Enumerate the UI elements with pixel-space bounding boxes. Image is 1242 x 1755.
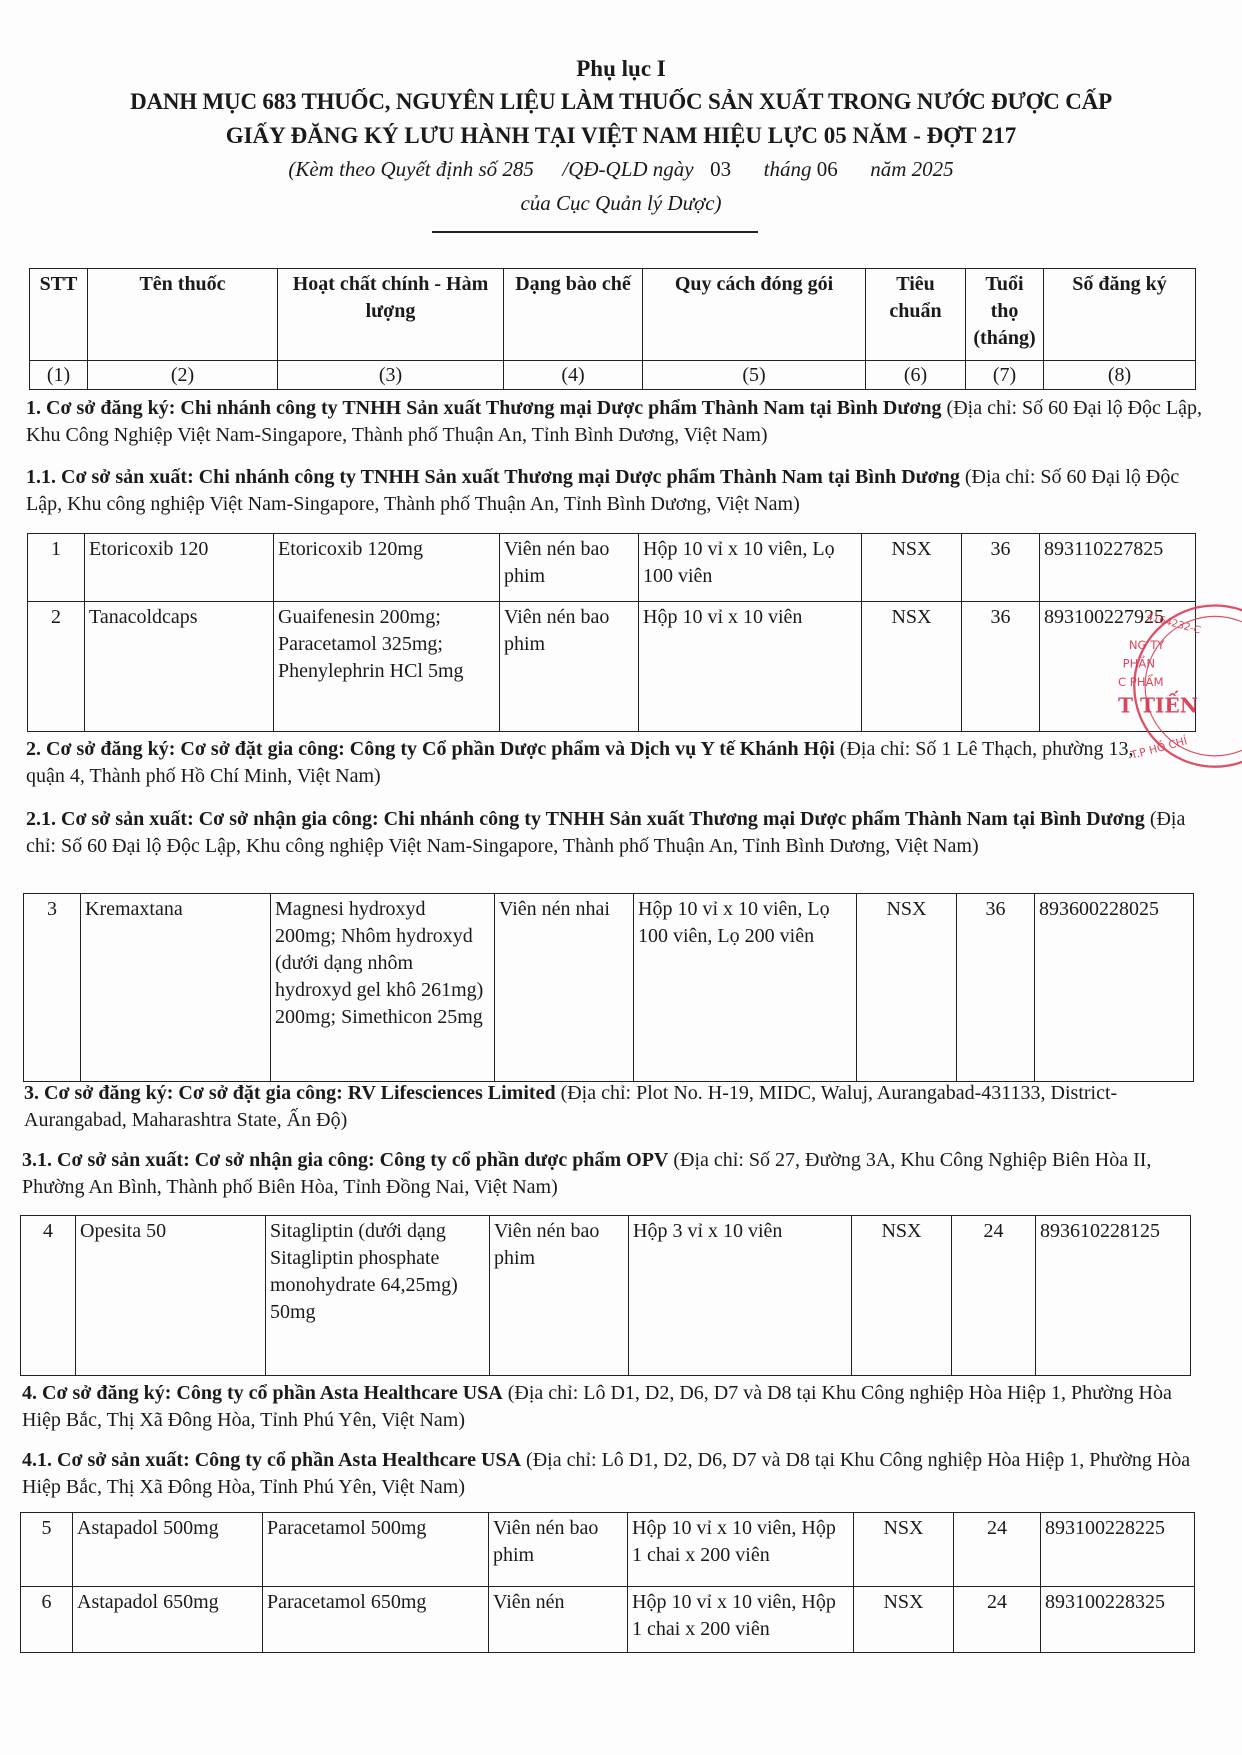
stt-cell: 6 [21,1587,73,1653]
standard-cell: NSX [862,534,962,602]
packaging-cell: Hộp 10 vỉ x 10 viên [639,602,862,732]
shelf-life-cell: 24 [954,1513,1041,1587]
stamp-text: T TIẾN [1118,693,1199,718]
shelf-life-cell: 36 [962,534,1040,602]
drug-name-cell: Tanacoldcaps [85,602,274,732]
reg-no-cell: 893100227925 [1040,602,1196,732]
section-3-registrant [24,1080,1204,1134]
col-number: (4) [504,361,643,390]
col-header-standard: Tiêu chuẩn [866,269,966,361]
packaging-cell: Hộp 10 vỉ x 10 viên, Hộp 1 chai x 200 viên [628,1513,854,1587]
manufacturer-label: 3.1. Cơ sở sản xuất: Cơ sở nhận gia công: Công ty cổ phần dược phẩm OPV [22,1149,669,1171]
reg-no-cell: 893610228125 [1036,1216,1191,1376]
ingredient-cell: Guaifenesin 200mg; Paracetamol 325mg; Phenylephrin HCl 5mg [274,602,500,732]
drug-name-cell: Kremaxtana [81,894,271,1082]
decision-reference [0,157,1242,182]
shelf-life-cell: 24 [952,1216,1036,1376]
standard-cell: NSX [854,1513,954,1587]
reg-no-cell: 893100228325 [1041,1587,1195,1653]
registrant-label: 2. Cơ sở đăng ký: Cơ sở đặt gia công: Công ty Cổ phần Dược phẩm và Dịch vụ Y tế Khánh Hội [26,738,835,760]
decision-month-label: tháng [763,157,812,181]
table-row [28,534,1196,602]
manufacturer-address: (Địa chỉ: Số 60 Đại lộ Độc Lập, Khu công nghiệp Việt Nam-Singapore, Thành phố Thuận An, Tỉnh Bình Dương, Việt Nam) [26,466,1180,515]
manufacturer-address: (Địa chỉ: Lô D1, D2, D6, D7 và D8 tại Khu Công nghiệp Hòa Hiệp 1, Phường Hòa Hiệp Bắc, Thị Xã Đông Hòa, Tỉnh Phú Yên, Việt Nam) [22,1449,1191,1498]
drug-name-cell: Opesita 50 [76,1216,266,1376]
col-number: (7) [966,361,1044,390]
section-4-manufacturer [22,1447,1202,1501]
standard-cell: NSX [852,1216,952,1376]
ingredient-cell: Paracetamol 500mg [263,1513,489,1587]
col-header-stt: STT [30,269,88,361]
section-2-manufacturer [26,806,1206,860]
drug-name-cell: Astapadol 500mg [73,1513,263,1587]
shelf-life-cell: 36 [957,894,1035,1082]
table-row [28,602,1196,732]
packaging-cell: Hộp 10 vỉ x 10 viên, Hộp 1 chai x 200 viên [628,1587,854,1653]
table-row [21,1513,1195,1587]
standard-cell: NSX [854,1587,954,1653]
col-number: (1) [30,361,88,390]
stamp-text: T.P HỒ CHÍ [1129,734,1189,762]
shelf-life-cell: 36 [962,602,1040,732]
section-1-manufacturer [26,464,1206,518]
column-header-table [29,268,1196,390]
shelf-life-cell: 24 [954,1587,1041,1653]
col-header-reg-no: Số đăng ký [1044,269,1196,361]
registrant-address: (Địa chỉ: Số 1 Lê Thạch, phường 13, quận 4, Thành phố Hồ Chí Minh, Việt Nam) [26,738,1134,787]
drug-name-cell: Etoricoxib 120 [85,534,274,602]
stt-cell: 4 [21,1216,76,1376]
manufacturer-address: (Địa chỉ: Số 60 Đại lộ Độc Lập, Khu công nghiệp Việt Nam-Singapore, Thành phố Thuận An, Tỉnh Bình Dương, Việt Nam) [26,808,1186,857]
reg-no-cell: 893110227825 [1040,534,1196,602]
drug-table-section-4 [20,1512,1195,1653]
decision-year: năm 2025 [870,157,954,181]
manufacturer-address: (Địa chỉ: Số 27, Đường 3A, Khu Công Nghiệp Biên Hòa II, Phường An Bình, Thành phố Biên Hòa, Tỉnh Đồng Nai, Việt Nam) [22,1149,1152,1198]
reg-no-cell: 893100228225 [1041,1513,1195,1587]
title-divider [432,231,758,233]
stt-cell: 5 [21,1513,73,1587]
manufacturer-label: 1.1. Cơ sở sản xuất: Chi nhánh công ty TNHH Sản xuất Thương mại Dược phẩm Thành Nam tại Bình Dương [26,466,960,488]
section-4-registrant [22,1380,1202,1434]
reg-no-cell: 893600228025 [1035,894,1194,1082]
decision-month: 06 [816,157,838,181]
col-header-ingredient: Hoạt chất chính - Hàm lượng [278,269,504,361]
document-title-line2: GIẤY ĐĂNG KÝ LƯU HÀNH TẠI VIỆT NAM HIỆU LỰC 05 NĂM - ĐỢT 217 [225,123,1017,148]
registrant-address: (Địa chỉ: Plot No. H-19, MIDC, Waluj, Aurangabad-431133, District-Aurangabad, Maharashtra State, Ấn Độ) [24,1082,1118,1131]
drug-name-cell: Astapadol 650mg [73,1587,263,1653]
col-header-packaging: Quy cách đóng gói [643,269,866,361]
manufacturer-label: 4.1. Cơ sở sản xuất: Công ty cổ phần Asta Healthcare USA [22,1449,522,1471]
col-number: (2) [88,361,278,390]
packaging-cell: Hộp 3 vỉ x 10 viên [629,1216,852,1376]
registrant-label: 3. Cơ sở đăng ký: Cơ sở đặt gia công: RV Lifesciences Limited [24,1082,556,1104]
ingredient-cell: Magnesi hydroxyd 200mg; Nhôm hydroxyd (dưới dạng nhôm hydroxyd gel khô 261mg) 200mg; Simethicon 25mg [271,894,495,1082]
table-row [21,1216,1191,1376]
col-header-name: Tên thuốc [88,269,278,361]
manufacturer-label: 2.1. Cơ sở sản xuất: Cơ sở nhận gia công: Chi nhánh công ty TNHH Sản xuất Thương mại Dược phẩm Thành Nam tại Bình Dương [26,808,1145,830]
section-1-registrant [26,395,1206,449]
standard-cell: NSX [857,894,957,1082]
stt-cell: 2 [28,602,85,732]
dosage-form-cell: Viên nén bao phim [490,1216,629,1376]
dosage-form-cell: Viên nén nhai [495,894,634,1082]
ingredient-cell: Sitagliptin (dưới dạng Sitagliptin phosphate monohydrate 64,25mg) 50mg [266,1216,490,1376]
registrant-address: (Địa chỉ: Lô D1, D2, D6, D7 và D8 tại Khu Công nghiệp Hòa Hiệp 1, Phường Hòa Hiệp Bắc, Thị Xã Đông Hòa, Tỉnh Phú Yên, Việt Nam) [22,1382,1172,1431]
drug-table-section-1 [27,533,1199,732]
document-title-line1: DANH MỤC 683 THUỐC, NGUYÊN LIỆU LÀM THUỐC SẢN XUẤT TRONG NƯỚC ĐƯỢC CẤP [130,89,1112,114]
drug-table-section-2 [23,893,1194,1082]
dosage-form-cell: Viên nén bao phim [500,534,639,602]
drug-table-section-3 [20,1215,1191,1376]
table-row [21,1587,1195,1653]
ingredient-cell: Etoricoxib 120mg [274,534,500,602]
section-2-registrant [26,736,1146,790]
decision-code: /QĐ-QLD ngày [562,157,694,181]
col-number: (8) [1044,361,1196,390]
col-header-form: Dạng bào chế [504,269,643,361]
col-number: (5) [643,361,866,390]
stt-cell: 1 [28,534,85,602]
table-row [24,894,1194,1082]
decision-day: 03 [710,157,732,181]
col-number: (6) [866,361,966,390]
stamp-text: C PHẨM [1118,675,1164,690]
packaging-cell: Hộp 10 vỉ x 10 viên, Lọ 100 viên, Lọ 200 viên [634,894,857,1082]
col-number: (3) [278,361,504,390]
stamp-text: NG TY [1128,637,1165,652]
section-3-manufacturer [22,1147,1202,1201]
registrant-label: 1. Cơ sở đăng ký: Chi nhánh công ty TNHH Sản xuất Thương mại Dược phẩm Thành Nam tại Bình Dương [26,397,942,419]
issuer-line: của Cục Quản lý Dược) [520,191,722,215]
packaging-cell: Hộp 10 vỉ x 10 viên, Lọ 100 viên [639,534,862,602]
ingredient-cell: Paracetamol 650mg [263,1587,489,1653]
appendix-label: Phụ lục I [576,56,666,81]
dosage-form-cell: Viên nén [489,1587,628,1653]
decision-prefix: (Kèm theo Quyết định số 285 [288,157,534,181]
col-header-shelf-life: Tuổi thọ (tháng) [966,269,1044,361]
registrant-address: (Địa chỉ: Số 60 Đại lộ Độc Lập, Khu Công Nghiệp Việt Nam-Singapore, Thành phố Thuận An, Tỉnh Bình Dương, Việt Nam) [26,397,1203,446]
stamp-text: PHẦN [1122,656,1156,671]
dosage-form-cell: Viên nén bao phim [500,602,639,732]
dosage-form-cell: Viên nén bao phim [489,1513,628,1587]
registrant-label: 4. Cơ sở đăng ký: Công ty cổ phần Asta Healthcare USA [22,1382,503,1404]
standard-cell: NSX [862,602,962,732]
stamp-text: 4164232-C [1145,611,1202,637]
stt-cell: 3 [24,894,81,1082]
